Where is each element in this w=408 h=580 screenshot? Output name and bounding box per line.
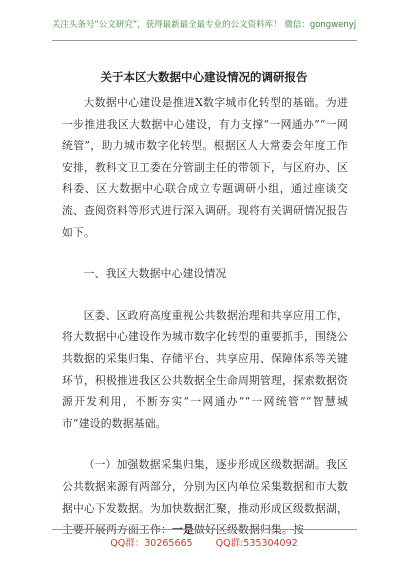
- header-divider: [52, 40, 357, 41]
- footer-qq-group-1: QQ群：30265665: [110, 538, 193, 549]
- page-footer: [0, 535, 408, 549]
- footer-qq-group-2: QQ群:535304092: [215, 538, 298, 549]
- section-heading: 一、我区大数据中心建设情况: [83, 267, 227, 281]
- document-title: 关于本区大数据中心建设情况的调研报告: [100, 70, 308, 84]
- subsection-paragraph: [62, 454, 348, 540]
- footer-divider: [52, 529, 357, 530]
- section-paragraph: 区委、区政府高度重视公共数据治理和共享应用工作，将大数据中心建设作为城市数字化转型的重要抓手，围绕公共数据的采集归集、存储平台、共享应用、保障体系等关键环节，积极推进我区公共数据全生命周期管理，探索数据资源开发利用，不断夯实“一网通办”“一网统管”“智慧城市”建设的数据基础。: [62, 308, 348, 430]
- emphasis-text: 一是: [171, 523, 194, 537]
- page-header-banner: 关注头条号“公文研究”，获得最新最全最专业的公文资料库！ 微信：gongwenyj: [51, 20, 357, 30]
- subsection-continuation: 做好区级数据归集。按: [193, 523, 304, 537]
- subsection-text: （一）加强数据采集归集，逐步形成区级数据湖。我区公共数据来源有两部分，分别为区内单位采集数据和市大数据中心下发数据。为加快数据汇聚，推动形成区级数据湖，主要开展两方面工作：: [62, 458, 348, 537]
- intro-paragraph: 大数据中心建设是推进X数字城市化转型的基础。为进一步推进我区大数据中心建设，有力支撑“一网通办”“一网统管”，助力城市数字化转型。根据区人大常委会年度工作安排，教科文卫工委在分管副主任的带领下，与区府办、区科委、区大数据中心联合成立专题调研小组，通过座谈交流、查阅资料等形式进行深入调研。现将有关调研情况报告如下。: [62, 96, 348, 239]
- document-body: [62, 92, 348, 541]
